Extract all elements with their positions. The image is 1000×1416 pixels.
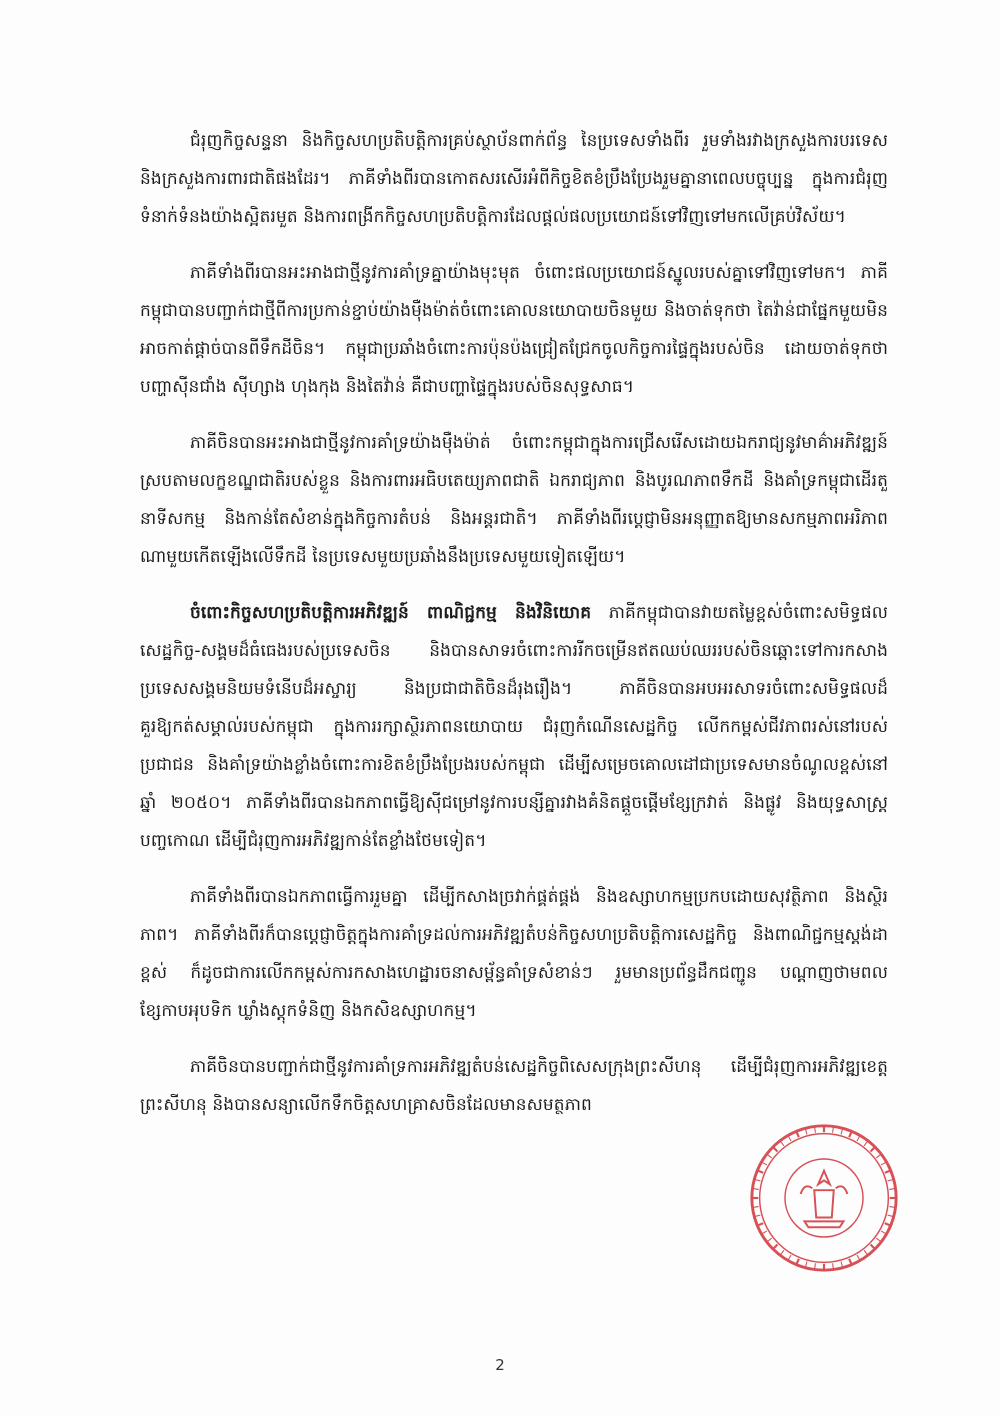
seal-rim-mark [774, 1245, 778, 1249]
seal-rim-mark [849, 1132, 851, 1137]
seal-rim-mark [781, 1250, 784, 1254]
seal-rim-mark [849, 1259, 851, 1264]
seal-rim-mark [833, 1127, 834, 1132]
seal-rim-mark [864, 1250, 867, 1254]
paragraph-6 [140, 1048, 888, 1124]
seal-rim-mark [889, 1207, 894, 1208]
seal-rim-mark [753, 1189, 758, 1190]
paragraph-2 [140, 254, 888, 406]
seal-outer-ring [752, 1126, 896, 1270]
seal-rim-mark [885, 1223, 890, 1225]
seal-rim-mark [857, 1255, 860, 1260]
paragraph-text: ភាគីទាំងពីរបានឯកភាពធ្វើការរួមគ្នា ដើម្បីកសាងច្រវាក់ផ្គត់ផ្គង់ និងឧស្សាហកម្មប្រកបដោយសុវត្ថិភាព និងស្ថិរភាព។ ភាគីទាំងពីរក៏បានប្តេជ្ញាចិត្តក្នុងការគាំទ្រដល់ការអភិវឌ្ឍតំបន់កិច្ចសហប្រតិបត្តិការសេដ្ឋកិច្ច និងពាណិជ្ជកម្មស្តង់ដាខ្ពស់ ក៏ដូចជាការលើកកម្ពស់ការកសាងហេដ្ឋារចនាសម្ព័ន្ធគាំទ្រសំខាន់ៗ រួមមានប្រព័ន្ធដឹកជញ្ជូន បណ្តាញថាមពល ខ្សែកាបអុបទិក ឃ្លាំងស្តុកទំនិញ និងកសិឧស្សាហកម្ម។ [140, 887, 888, 1021]
page-number: 2 [495, 1356, 505, 1374]
seal-rim-mark [841, 1262, 842, 1267]
seal-rim-mark [815, 1127, 816, 1132]
seal-rim-mark [758, 1223, 763, 1225]
paragraph-text: ភាគីចិនបានអះអាងជាថ្មីនូវការគាំទ្រយ៉ាងម៉ឺងម៉ាត់ ចំពោះកម្ពុជាក្នុងការជ្រើសរើសដោយឯករាជ្យនូវមាគ៌ាអភិវឌ្ឍន៍ស្របតាមលក្ខខណ្ឌជាតិរបស់ខ្លួន និងការពារអធិបតេយ្យភាពជាតិ ឯករាជ្យភាព និងបូរណភាពទឹកដី និងគាំទ្រកម្ពុជាដើរតួនាទីសកម្ម និងកាន់តែសំខាន់ក្នុងកិច្ចការតំបន់ និងអន្តរជាតិ។ ភាគីទាំងពីរប្តេជ្ញាមិនអនុញ្ញាតឱ្យមានសកម្មភាពអរិភាពណាមួយកើតឡើងលើទឹកដី នៃប្រទេសមួយប្រឆាំងនឹងប្រទេសមួយទៀតឡើយ។ [140, 433, 888, 567]
seal-rim-mark [753, 1207, 758, 1208]
seal-rim-mark [788, 1136, 791, 1141]
paragraph-5 [140, 878, 888, 1030]
seal-rim-mark [774, 1148, 778, 1152]
seal-rim-mark [857, 1136, 860, 1141]
seal-rim-mark [864, 1142, 867, 1146]
paragraph-lead: ចំពោះកិច្ចសហប្រតិបត្តិការអភិវឌ្ឍន៍ ពាណិជ្ជកម្ម និងវិនិយោគ [190, 603, 592, 623]
seal-rim-mark [788, 1255, 791, 1260]
seal-rim-mark [876, 1238, 880, 1241]
seal-rim-mark [871, 1245, 875, 1249]
seal-rim-mark [768, 1155, 772, 1158]
seal-rim-mark [781, 1142, 784, 1146]
seal-rim-mark [806, 1129, 807, 1134]
seal-rim-mark [762, 1231, 767, 1234]
paragraph-1 [140, 122, 888, 236]
seal-rim-mark [871, 1148, 875, 1152]
paragraph-text: ជំរុញកិច្ចសន្ទនា និងកិច្ចសហប្រតិបត្តិការគ្រប់ស្ថាប័នពាក់ព័ន្ធ នៃប្រទេសទាំងពីរ រួមទាំងរវាងក្រសួងការបរទេស និងក្រសួងការពារជាតិផងដែរ។ ភាគីទាំងពីរបានកោតសរសើរអំពីកិច្ចខិតខំប្រឹងប្រែងរួមគ្នានាពេលបច្ចុប្បន្ន ក្នុងការជំរុញទំនាក់ទំនងយ៉ាងស្អិតរមួត និងការពង្រីកកិច្ចសហប្រតិបត្តិការដែលផ្តល់ផលប្រយោជន៍ទៅវិញទៅមកលើគ្រប់វិស័យ។ [140, 131, 888, 227]
seal-rim-mark [841, 1129, 842, 1134]
seal-rim-mark [881, 1231, 886, 1234]
seal-rim-mark [755, 1215, 760, 1216]
seal-rim-mark [881, 1162, 886, 1165]
seal-rim-mark [797, 1259, 799, 1264]
seal-emblem [805, 1171, 844, 1228]
seal-rim-mark [762, 1162, 767, 1165]
seal-rim-mark [833, 1263, 834, 1268]
seal-inner-ring [760, 1134, 889, 1263]
seal-rim-mark [876, 1155, 880, 1158]
seal-rim-mark [888, 1215, 893, 1216]
official-seal-stamp [746, 1120, 902, 1276]
seal-rim-mark [888, 1180, 893, 1181]
seal-rim-mark [755, 1180, 760, 1181]
seal-rim-mark [806, 1262, 807, 1267]
seal-rim-mark [758, 1171, 763, 1173]
seal-rim-mark [889, 1189, 894, 1190]
paragraph-text: ភាគីកម្ពុជាបានវាយតម្លៃខ្ពស់ចំពោះសមិទ្ធផលសេដ្ឋកិច្ច-សង្គមដ៏ធំធេងរបស់ប្រទេសចិន និងបានសាទរចំពោះការរីកចម្រើនឥតឈប់ឈររបស់ចិនឆ្ពោះទៅការកសាងប្រទេសសង្គមនិយមទំនើបដ៏អស្ចារ្យ និងប្រជាជាតិចិនដ៏រុងរឿង។ ភាគីចិនបានអបអរសាទរចំពោះសមិទ្ធផលដ៏គួរឱ្យកត់សម្គាល់របស់កម្ពុជា ក្នុងការរក្សាស្ថិរភាពនយោបាយ ជំរុញកំណើនសេដ្ឋកិច្ច លើកកម្ពស់ជីវភាពរស់នៅរបស់ប្រជាជន និងគាំទ្រយ៉ាងខ្លាំងចំពោះការខិតខំប្រឹងប្រែងរបស់កម្ពុជា ដើម្បីសម្រេចគោលដៅជាប្រទេសមានចំណូលខ្ពស់នៅឆ្នាំ ២០៥០។ ភាគីទាំងពីរបានឯកភាពធ្វើឱ្យស៊ីជម្រៅនូវការបន្សីគ្នារវាងគំនិតផ្តួចផ្តើមខ្សែក្រវាត់ និងផ្លូវ និងយុទ្ធសាស្ត្របញ្ចកោណ ដើម្បីជំរុញការអភិវឌ្ឍកាន់តែខ្លាំងថែមទៀត។ [140, 603, 888, 851]
paragraph-3 [140, 424, 888, 576]
seal-rim-mark [768, 1238, 772, 1241]
paragraph-text: ភាគីចិនបានបញ្ជាក់ជាថ្មីនូវការគាំទ្រការអភិវឌ្ឍតំបន់សេដ្ឋកិច្ចពិសេសក្រុងព្រះសីហនុ ដើម្បីជំរុញការអភិវឌ្ឍខេត្តព្រះសីហនុ និងបានសន្យាលើកទឹកចិត្តសហគ្រាសចិនដែលមានសមត្ថភាព [140, 1057, 888, 1115]
seal-rim-mark [797, 1132, 799, 1137]
seal-rim-marks [753, 1127, 895, 1269]
seal-rim-mark [815, 1263, 816, 1268]
paragraph-4 [140, 594, 888, 860]
paragraph-text: ភាគីទាំងពីរបានអះអាងជាថ្មីនូវការគាំទ្រគ្នាយ៉ាងមុះមុត ចំពោះផលប្រយោជន៍ស្នូលរបស់គ្នាទៅវិញទៅមក។ ភាគីកម្ពុជាបានបញ្ជាក់ជាថ្មីពីការប្រកាន់ខ្ជាប់យ៉ាងម៉ឺងម៉ាត់ចំពោះគោលនយោបាយចិនមួយ និងចាត់ទុកថា តៃវ៉ាន់ជាផ្នែកមួយមិនអាចកាត់ផ្តាច់បានពីទឹកដីចិន។ កម្ពុជាប្រឆាំងចំពោះការប៉ុនប៉ងជ្រៀតជ្រែកចូលកិច្ចការផ្ទៃក្នុងរបស់ចិន ដោយចាត់ទុកថា បញ្ហាស៊ីនជាំង ស៊ីហ្សាង ហុងកុង និងតៃវ៉ាន់ គឺជាបញ្ហាផ្ទៃក្នុងរបស់ចិនសុទ្ធសាធ។ [140, 263, 888, 397]
seal-rim-mark [885, 1171, 890, 1173]
document-body [140, 122, 888, 1142]
